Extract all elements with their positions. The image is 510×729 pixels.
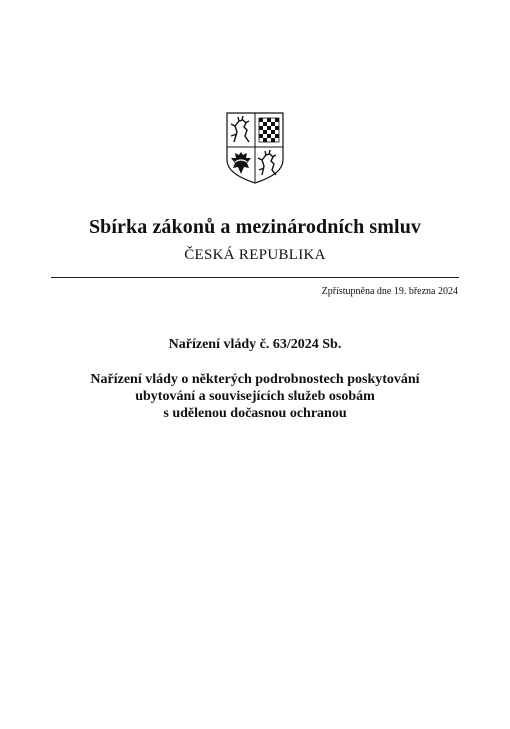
moravian-eagle-icon: [259, 118, 279, 142]
document-title: [0, 371, 510, 422]
country-name: ČESKÁ REPUBLIKA: [184, 247, 326, 263]
header-divider: [51, 277, 459, 278]
document-number: Nařízení vlády č. 63/2024 Sb.: [168, 337, 342, 352]
document-title-line: s udělenou dočasnou ochranou: [163, 406, 347, 421]
publication-date: Zpřístupněna dne 19. března 2024: [321, 286, 458, 297]
document-title-line: Nařízení vlády o některých podrobnostech poskytování: [90, 372, 420, 387]
document-title-line: ubytování a souvisejících služeb osobám: [135, 389, 375, 404]
collection-title: Sbírka zákonů a mezinárodních smluv: [88, 216, 422, 238]
coat-of-arms-icon: [226, 112, 284, 184]
